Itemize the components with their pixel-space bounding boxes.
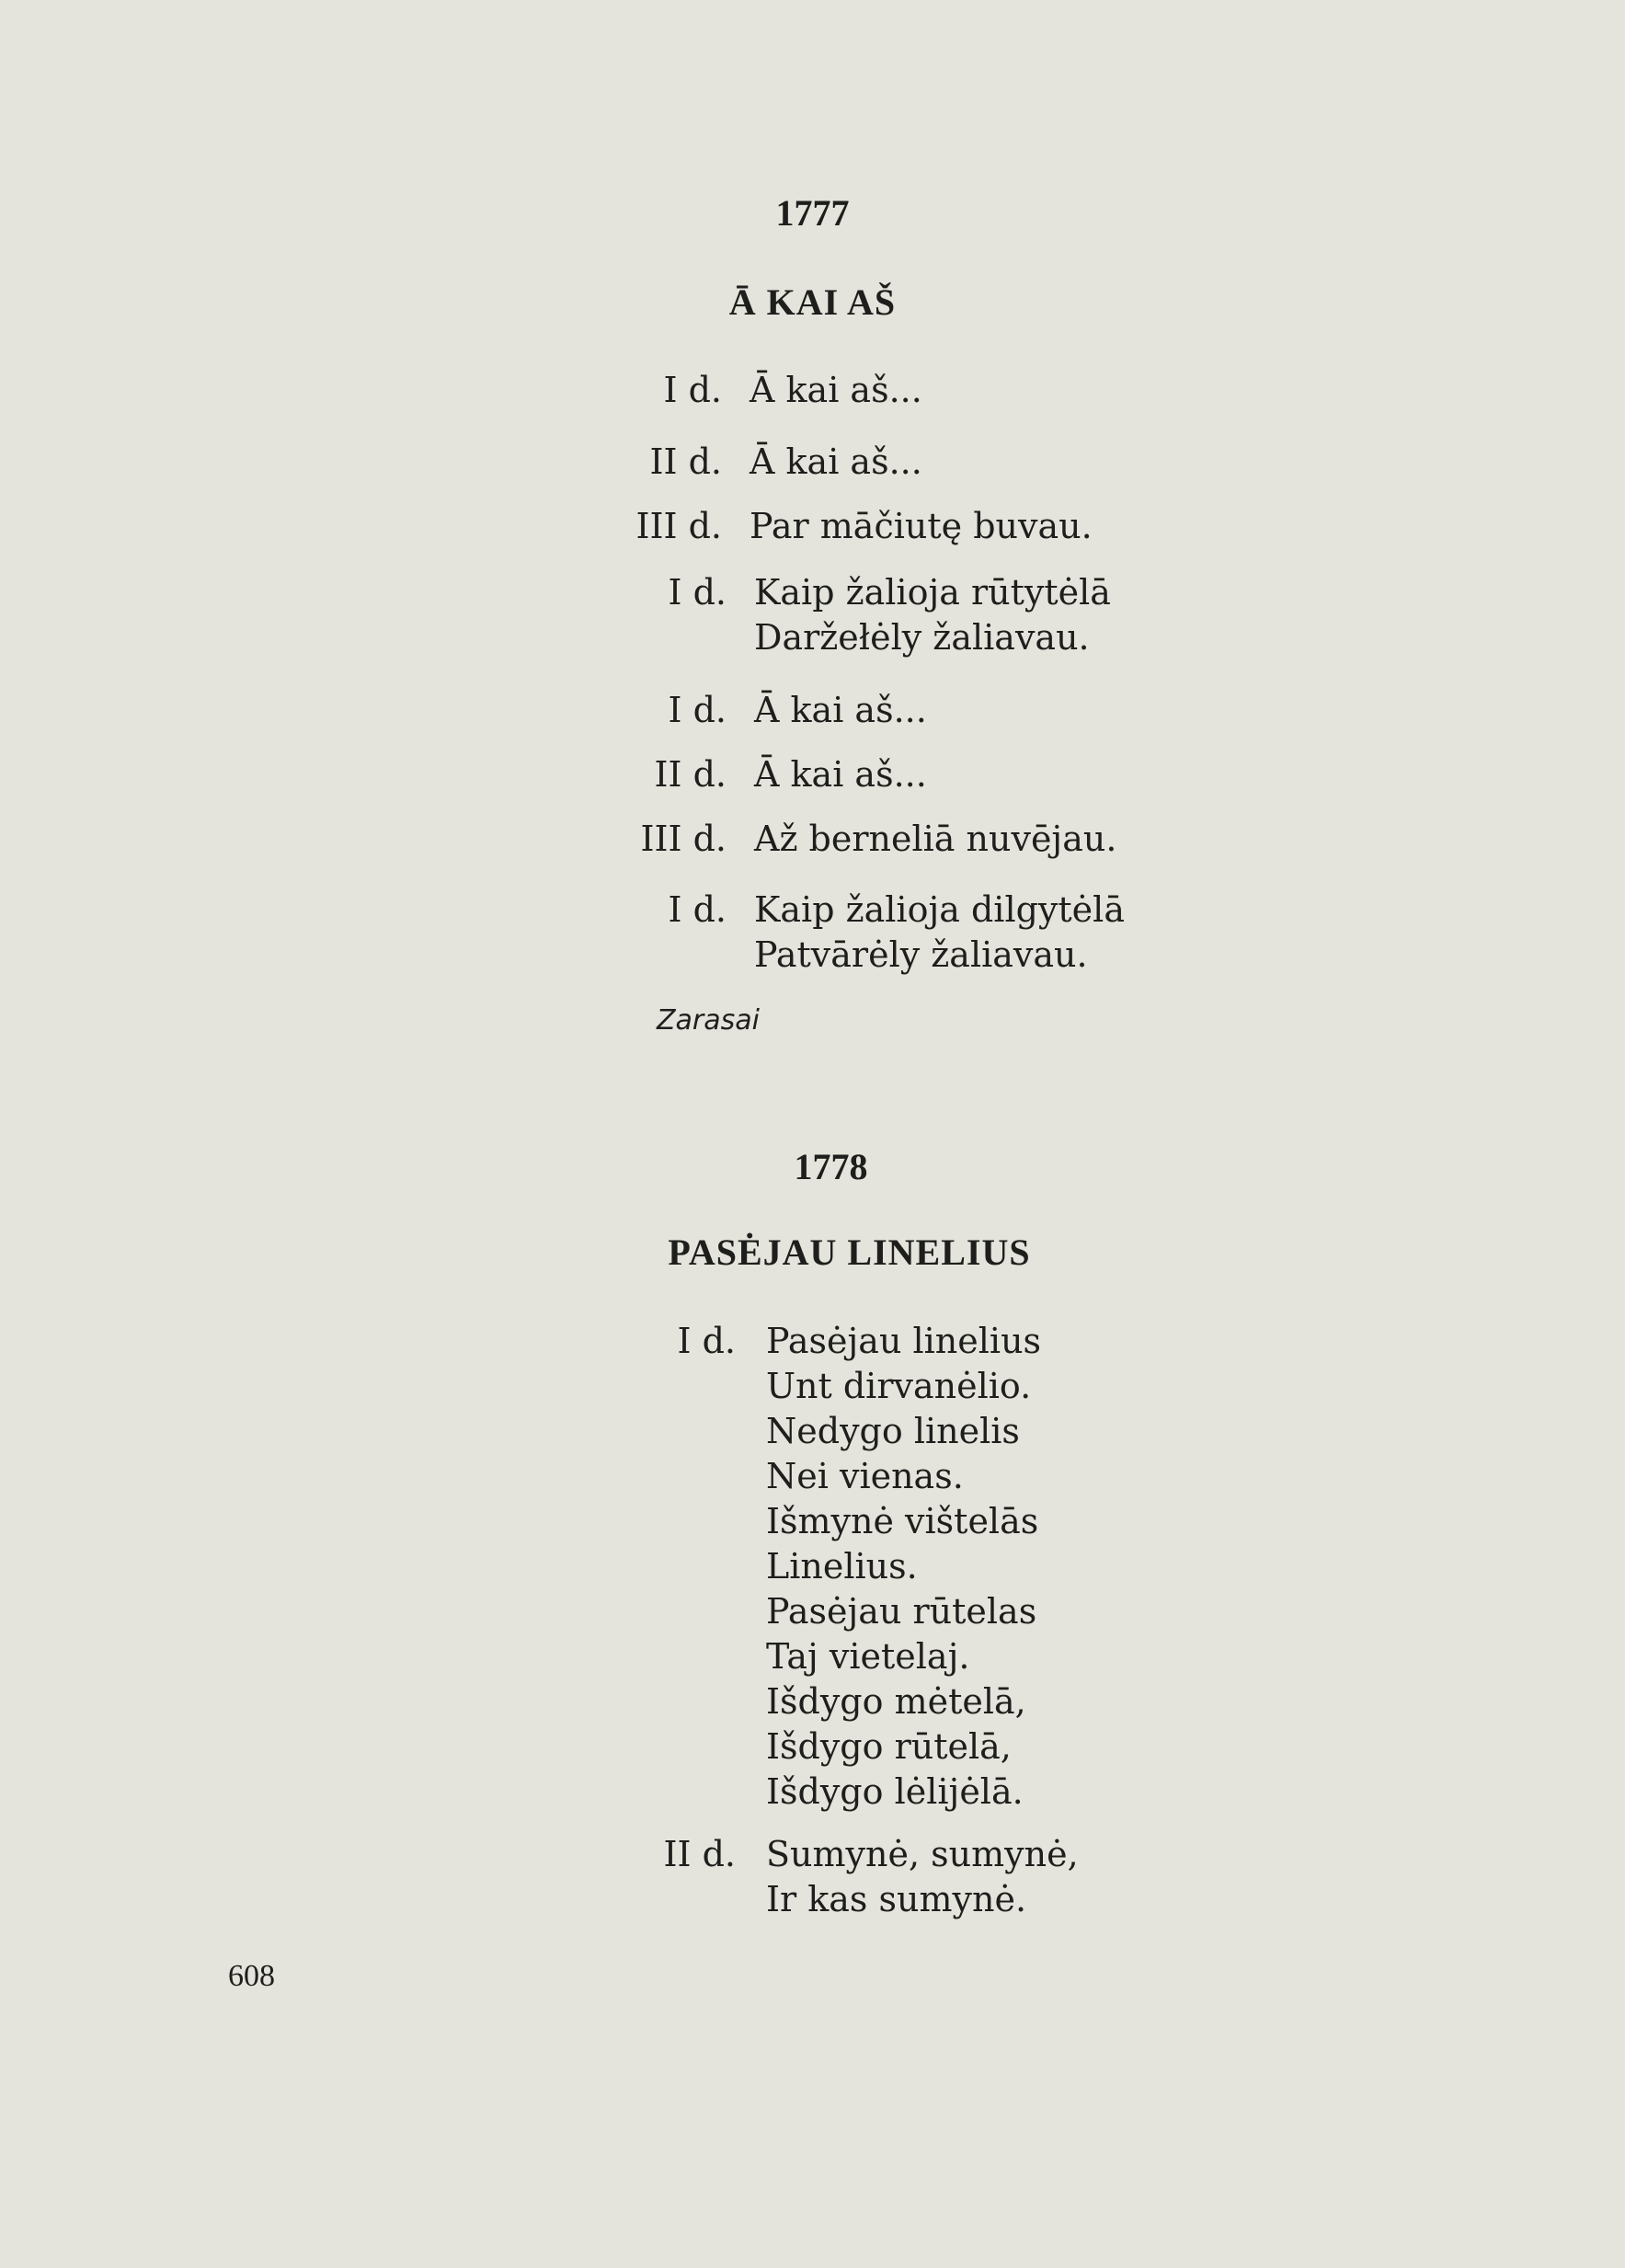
verse-line: Daržełėly žaliavau. [754, 617, 1090, 658]
verse-line: Kaip žalioja rūtytėlā [754, 572, 1111, 613]
verse-line: Taj vietelaj. [766, 1636, 970, 1677]
place-name: Zarasai [657, 1004, 761, 1037]
page-number: 608 [228, 1959, 275, 1993]
song-title: Ā KAI AŠ [728, 281, 897, 323]
verse-line: Ā kai aš... [750, 441, 922, 482]
song-number: 1778 [794, 1146, 868, 1187]
voice-label: I d. [668, 690, 727, 730]
verse-line: Ā kai aš... [754, 754, 927, 795]
voice-label: III d. [640, 819, 727, 859]
voice-label: II d. [663, 1834, 736, 1874]
voice-label: III d. [635, 506, 722, 546]
verse-line: Išdygo lėlijėlā. [766, 1771, 1024, 1812]
verse-line: Unt dirvanėlio. [766, 1366, 1032, 1406]
verse-line: Nedygo linelis [766, 1411, 1020, 1451]
verse-line: Išdygo rūtelā, [766, 1726, 1012, 1767]
voice-label: I d. [668, 889, 727, 930]
verse-line: Sumynė, sumynė, [766, 1834, 1079, 1874]
verse-line: Až berneliā nuvējau. [754, 819, 1117, 859]
voice-label: I d. [668, 572, 727, 613]
verse-line: Nei vienas. [766, 1456, 964, 1496]
voice-label: II d. [654, 754, 727, 795]
verse-line: Ā kai aš... [750, 370, 922, 410]
voice-label: II d. [649, 441, 722, 482]
verse-line: Patvārėly žaliavau. [754, 934, 1088, 975]
verse-line: Pasėjau rūtelas [766, 1591, 1037, 1632]
song-number: 1777 [775, 192, 850, 234]
verse-line: Išdygo mėtelā, [766, 1681, 1026, 1722]
song-title: PASĖJAU LINELIUS [668, 1231, 1031, 1273]
verse-line: Kaip žalioja dilgytėlā [754, 889, 1125, 930]
verse-line: Pasėjau linelius [766, 1321, 1042, 1361]
voice-label: I d. [663, 370, 722, 410]
verse-line: Išmynė vištelās [766, 1501, 1039, 1541]
verse-line: Par māčiutę buvau. [750, 506, 1093, 546]
verse-line: Linelius. [766, 1546, 918, 1586]
voice-label: I d. [677, 1321, 736, 1361]
verse-line: Ir kas sumynė. [766, 1879, 1027, 1919]
verse-line: Ā kai aš... [754, 690, 927, 730]
